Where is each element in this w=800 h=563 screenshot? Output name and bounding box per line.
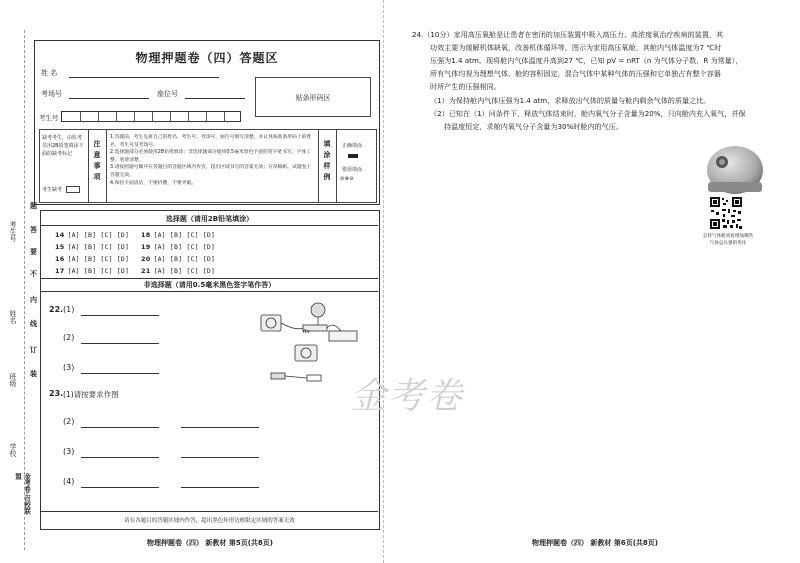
mc-question-14[interactable]: 14 [A] [B] [C] [D] — [55, 231, 130, 239]
q22-part-2-label: (2) — [63, 333, 75, 342]
q23-part-4-line-b[interactable] — [181, 487, 259, 488]
q22-part-3-line[interactable] — [81, 373, 159, 374]
q23-number: 23. — [49, 389, 64, 398]
mc-title: 选择题（请用2B铅笔填涂） — [165, 215, 254, 223]
q24-line-8: 持温度恒定，求舱内氧气分子含量为30%时舱内的气压。 — [444, 122, 623, 131]
side-label-brand: 金考卷·百校联盟 — [14, 473, 31, 515]
fill-correct-label: 正确填涂 — [342, 143, 363, 149]
q24-line-6: （1）为保持舱内气体压强为1.4 atm，求释放出气体的质量与舱内剩余气体的质量之比。 — [430, 96, 711, 105]
binding-line — [24, 30, 25, 550]
left-footer: 物理押题卷（四） 新教材 第5页(共8页) — [146, 539, 273, 547]
missing-mark-label: 考生缺考 — [42, 187, 63, 193]
q23-part-3-line-b[interactable] — [181, 457, 259, 458]
missing-note: 缺考考生，由监考员用2B铅笔填涂下面的缺考标记 — [42, 135, 84, 157]
q23-part-2-line-b[interactable] — [181, 427, 259, 428]
side-label-name: 姓名 — [9, 310, 17, 324]
q23-part-2-line-a[interactable] — [81, 427, 159, 428]
note-1: 1.答题前，考生先将自己的姓名、考生号、考场号、座位号填写清楚，并认真核准条形码上的姓名、考生号及考场号。 — [110, 135, 312, 148]
q23-part-4-line-a[interactable] — [81, 487, 159, 488]
fill-example-title: 填涂样例 — [323, 140, 331, 184]
exam-id-label: 考生号 — [39, 114, 59, 122]
answer-frame — [40, 210, 380, 530]
note-3: 3.请按照题号顺序在各题目的答题区域内作答，超出区域书写的答案无效；在草稿纸、试题卷上答题无效。 — [110, 165, 312, 178]
q22-part-3-label: (3) — [63, 363, 75, 372]
nonmc-title: 非选择题（请用0.5毫米黑色签字笔作答） — [143, 281, 276, 289]
seat-no-field[interactable] — [185, 98, 245, 99]
seat-no-label: 座位号 — [157, 90, 178, 98]
page-separator — [383, 0, 384, 563]
q22-part-2-line[interactable] — [81, 343, 159, 344]
q24-line-1: 24.（10分）家用高压氧舱是让患者在密闭的加压装置中吸入高压力、高浓度氧治疗疾病的装置，其 — [412, 30, 724, 39]
missing-mark-box[interactable] — [66, 186, 80, 193]
mc-question-17[interactable]: 17 [A] [B] [C] [D] — [55, 267, 130, 275]
note-4: 4.保持卡面清洁，不要折叠，不要弄破。 — [110, 180, 197, 186]
q23-part-2-label: (2) — [63, 417, 75, 426]
q23-part-1-label: (1)请按要求作图 — [63, 390, 119, 399]
notes-title: 注意事项 — [93, 140, 101, 184]
mc-question-19[interactable]: 19 [A] [B] [C] [D] — [141, 243, 216, 251]
name-field[interactable] — [69, 77, 219, 78]
barcode-label: 贴条形码区 — [295, 94, 331, 102]
binding-margin — [2, 195, 31, 515]
qr-code-icon[interactable] — [709, 196, 743, 230]
bottom-note: 请在各题目的答题区域内作答，超出黑色矩形边框限定区域的答案无效 — [124, 518, 295, 524]
q22-part-1-line[interactable] — [81, 315, 159, 316]
q23-part-3-line-a[interactable] — [81, 457, 159, 458]
fill-wrong-label: 错误填涂 — [342, 167, 363, 173]
mc-question-20[interactable]: 20 [A] [B] [C] [D] — [141, 255, 216, 263]
header-panel — [34, 40, 380, 205]
watermark: 金考卷 — [350, 376, 465, 417]
q23-part-3-label: (3) — [63, 447, 75, 456]
seal-text: 题 答 要 不 内 线 订 装 — [30, 202, 37, 378]
q24-line-5: 时所产生的压强相同。 — [430, 82, 501, 91]
q23-part-4-label: (4) — [63, 477, 75, 486]
q24-line-3: 压强为1.4 atm。现将舱内气体温度升高到27 ℃，已知 pV = nRT（n 为气体分子数，R 为常量）， — [430, 56, 743, 65]
q24-line-7: （2）已知在（1）问条件下，释放气体结束时，舱内氧气分子含量为20%，只向舱内充入氧气，并保 — [430, 109, 746, 118]
q24-line-2: 功效主要为缓解机体缺氧，改善机体循环等。图示为家用高压氧舱，其舱内气体温度为7 ℃时 — [430, 43, 722, 52]
q22-part-1-label: (1) — [63, 305, 75, 314]
circuit-rx-label: Rx — [303, 329, 310, 335]
right-footer: 物理押题卷（四） 新教材 第6页(共8页) — [531, 539, 658, 547]
q24-line-4: 所有气体均视为理想气体，舱的容积固定，混合气体中某种气体的压强和它单独占有整个容器 — [430, 69, 721, 78]
note-2: 2.选择题部分必须使用2B铅笔填涂；非选择题部分使用0.5毫米黑色字迹的签字笔书写，字体工整、笔迹清楚。 — [110, 150, 311, 163]
mc-question-21[interactable]: 21 [A] [B] [C] [D] — [141, 267, 216, 275]
mc-question-16[interactable]: 16 [A] [B] [C] [D] — [55, 255, 130, 263]
side-label-exam-id: 考生号 — [9, 221, 17, 242]
exam-id-boxes[interactable] — [61, 111, 241, 122]
name-label: 姓 名 — [41, 69, 58, 77]
circuit-diagram — [251, 301, 361, 391]
fill-wrong-mark: ⊘⊗⊖ — [340, 176, 355, 182]
notes-list — [110, 134, 316, 187]
fill-correct-mark — [348, 154, 358, 158]
side-label-class: 班级 — [9, 373, 17, 387]
mc-question-18[interactable]: 18 [A] [B] [C] [D] — [141, 231, 216, 239]
barcode-area — [255, 77, 371, 117]
q22-number: 22. — [49, 305, 64, 314]
side-label-school: 学校 — [9, 443, 17, 457]
notes-section — [39, 129, 377, 203]
oxygen-chamber-image — [700, 140, 770, 195]
qr-caption: 怎样气体舱查看增加哪些 气体总压强的变化 — [702, 234, 754, 246]
exam-no-field[interactable] — [69, 98, 149, 99]
mc-question-15[interactable]: 15 [A] [B] [C] [D] — [55, 243, 130, 251]
exam-no-label: 考场号 — [41, 90, 62, 98]
page-title: 物理押题卷（四）答题区 — [135, 51, 279, 65]
